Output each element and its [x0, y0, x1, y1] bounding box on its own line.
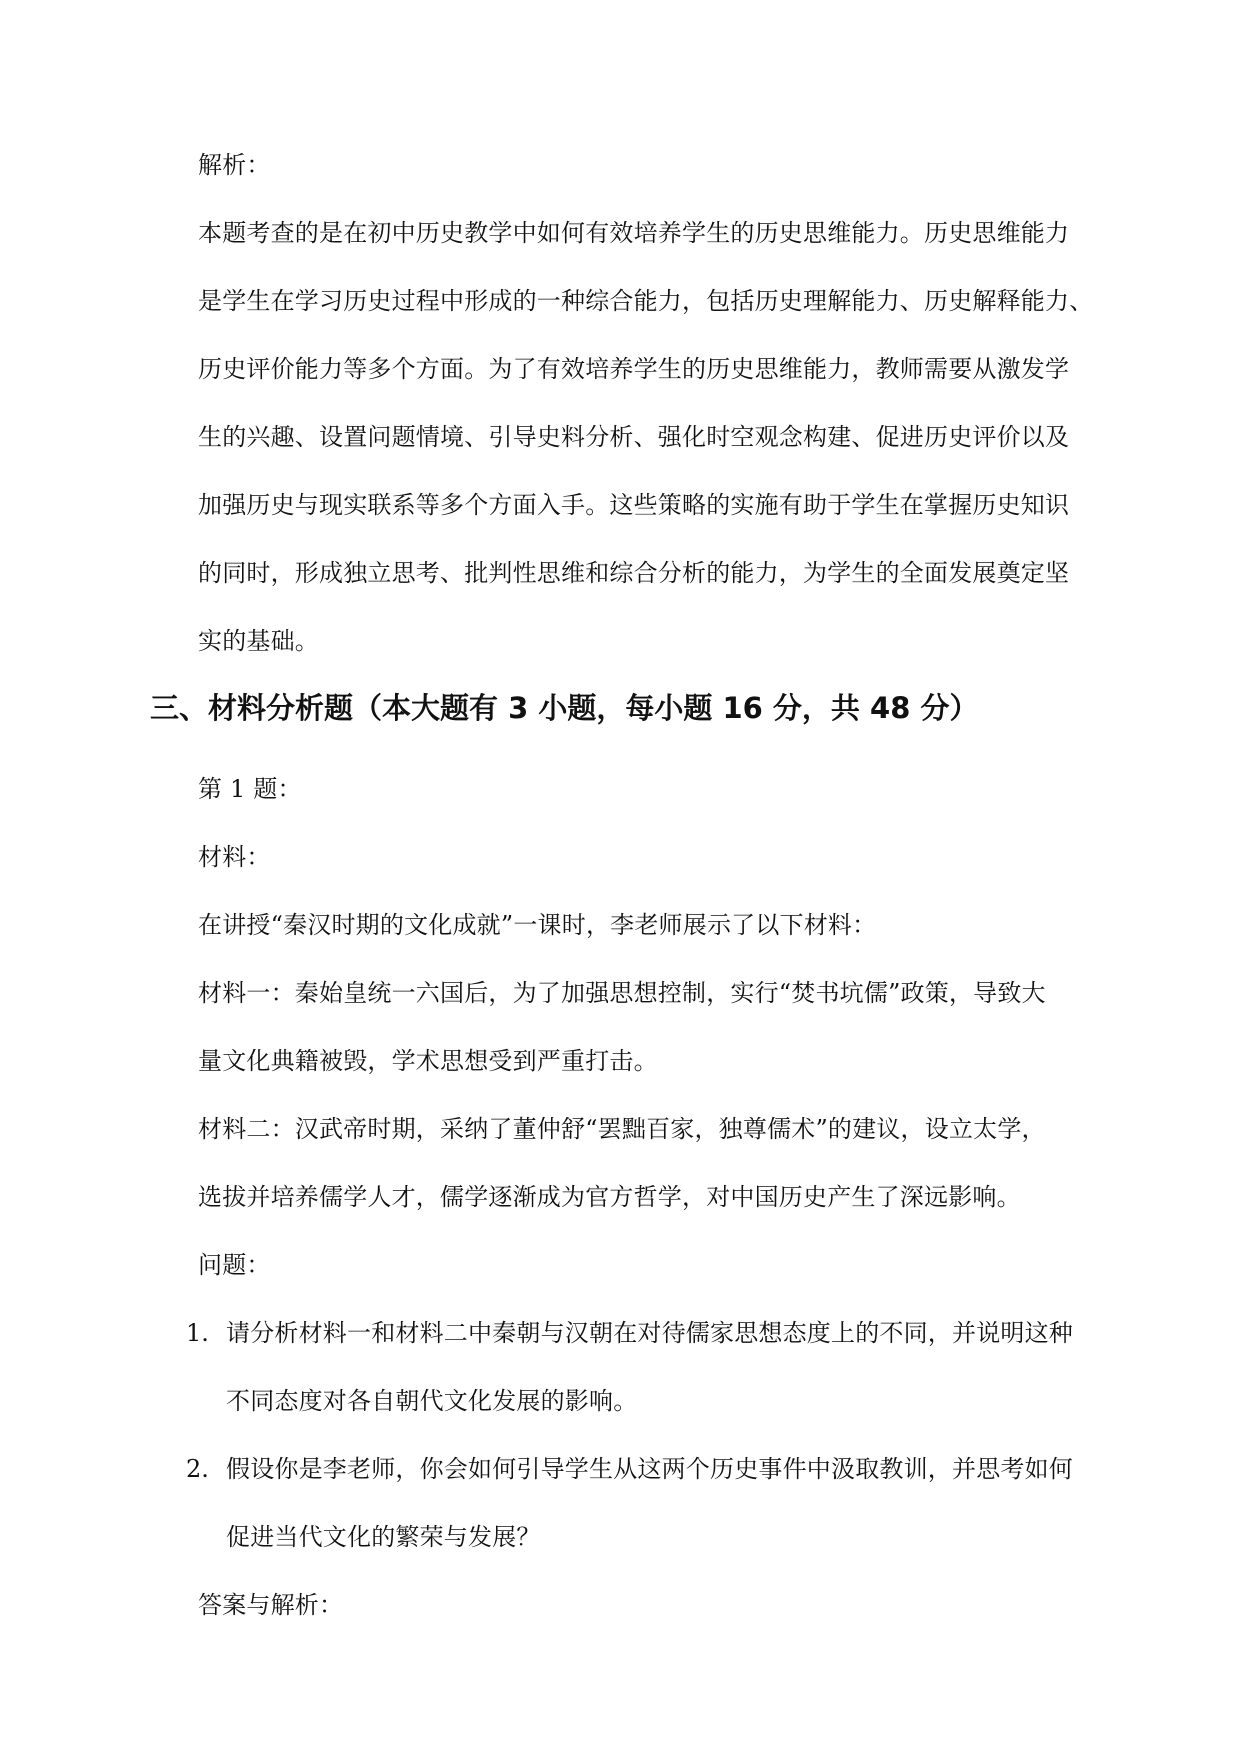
question-number: 第 1 题： — [198, 775, 302, 803]
list-item-line: 促进当代文化的繁荣与发展？ — [226, 1523, 541, 1551]
material-1-line: 材料一：秦始皇统一六国后，为了加强思想控制，实行“焚书坑儒”政策，导致大 — [198, 979, 1046, 1007]
list-item-number: 1. — [186, 1319, 209, 1347]
questions-label: 问题： — [198, 1251, 271, 1279]
list-item-line: 请分析材料一和材料二中秦朝与汉朝在对待儒家思想态度上的不同，并说明这种 — [226, 1319, 1073, 1347]
analysis-line: 生的兴趣、设置问题情境、引导史料分析、强化时空观念构建、促进历史评价以及 — [198, 423, 1070, 451]
list-item-line: 假设你是李老师，你会如何引导学生从这两个历史事件中汲取教训，并思考如何 — [226, 1455, 1073, 1483]
material-2-line: 材料二：汉武帝时期，采纳了董仲舒“罢黜百家，独尊儒术”的建议，设立太学， — [198, 1115, 1046, 1143]
analysis-line: 的同时，形成独立思考、批判性思维和综合分析的能力，为学生的全面发展奠定坚 — [198, 559, 1070, 587]
material-1-line: 量文化典籍被毁，学术思想受到严重打击。 — [198, 1047, 658, 1075]
section-heading: 三、材料分析题（本大题有 3 小题，每小题 16 分，共 48 分） — [150, 691, 979, 725]
answer-label: 答案与解析： — [198, 1591, 344, 1619]
list-item-line: 不同态度对各自朝代文化发展的影响。 — [226, 1387, 638, 1415]
material-2-line: 选拔并培养儒学人才，儒学逐渐成为官方哲学，对中国历史产生了深远影响。 — [198, 1183, 1021, 1211]
analysis-line: 加强历史与现实联系等多个方面入手。这些策略的实施有助于学生在掌握历史知识 — [198, 491, 1070, 519]
analysis-line: 历史评价能力等多个方面。为了有效培养学生的历史思维能力，教师需要从激发学 — [198, 355, 1070, 383]
list-item-number: 2. — [186, 1455, 209, 1483]
analysis-label: 解析： — [198, 151, 271, 179]
material-label: 材料： — [198, 843, 271, 871]
analysis-line: 本题考查的是在初中历史教学中如何有效培养学生的历史思维能力。历史思维能力 — [198, 219, 1070, 247]
analysis-line: 实的基础。 — [198, 627, 319, 655]
question-intro: 在讲授“秦汉时期的文化成就”一课时，李老师展示了以下材料： — [198, 911, 877, 939]
analysis-line: 是学生在学习历史过程中形成的一种综合能力，包括历史理解能力、历史解释能力、 — [198, 287, 1094, 315]
